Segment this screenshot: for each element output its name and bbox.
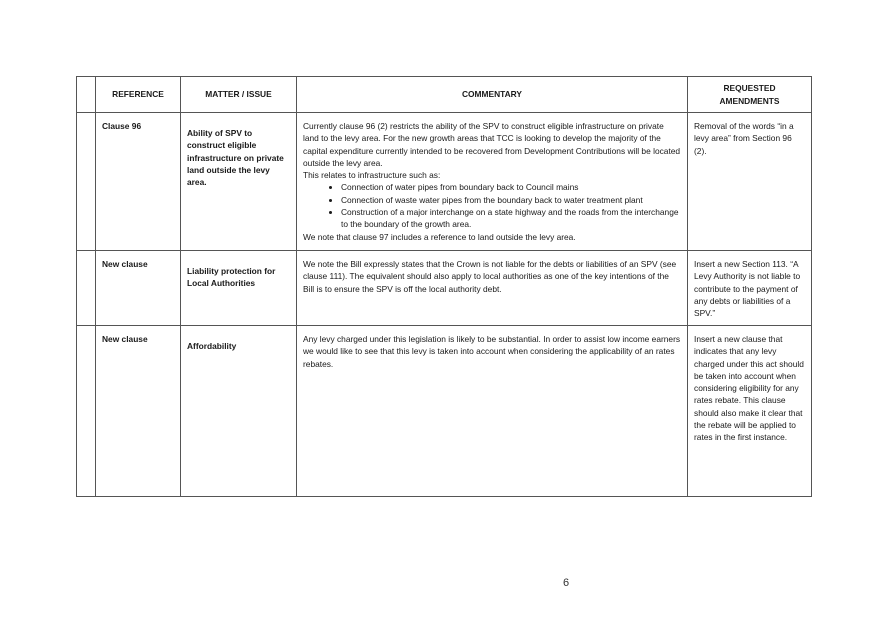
- reference-text: Clause 96: [102, 121, 142, 131]
- commentary-header: COMMENTARY: [297, 77, 688, 113]
- reference-header: REFERENCE: [96, 77, 181, 113]
- commentary-bullet-list: [303, 181, 681, 230]
- matter-text: Affordability: [187, 341, 237, 351]
- index-cell: [77, 326, 96, 497]
- header-row: [77, 77, 812, 113]
- commentary-text: Any levy charged under this legislation is likely to be substantial. In order to assist low income earners we would like to see that this levy is taken into account when considering the applicability of an rates rebates.: [303, 334, 681, 369]
- reference-cell: [96, 326, 181, 497]
- commentary-text: We note the Bill expressly states that the Crown is not liable for the debts or liabilities of an SPV (see clause 111). The equivalent should also apply to local authorities as one of the key intentions of the Bill is to ensure the SPV is off the local authority debt.: [303, 259, 677, 294]
- commentary-outro: We note that clause 97 includes a reference to land outside the levy area.: [303, 231, 576, 242]
- matter-text: Liability protection for Local Authorities: [187, 266, 276, 289]
- submission-table: [76, 76, 812, 497]
- amendment-cell: [688, 251, 812, 326]
- commentary-cell: [297, 251, 688, 326]
- page-number: 6: [563, 577, 570, 589]
- amendment-cell: [688, 326, 812, 497]
- commentary-cell: [297, 326, 688, 497]
- matter-cell: [181, 251, 297, 326]
- table-row: [77, 113, 812, 251]
- amendment-text: Insert a new clause that indicates that any levy charged under this act should be taken into account when considering eligibility for any rates rebate. This clause should also make it clear that the rebate will be applied to rates in the first instance.: [694, 334, 804, 443]
- commentary-body: [298, 114, 686, 243]
- matter-text: Ability of SPV to construct eligible infrastructure on private land outside the levy area.: [187, 128, 284, 188]
- amendments-header: [688, 77, 812, 113]
- commentary-lead: This relates to infrastructure such as:: [303, 170, 441, 181]
- reference-text: New clause: [102, 334, 148, 344]
- list-item: • Construction of a major interchange on a state highway and the roads from the interchange to the boundary of the growth area.: [341, 206, 681, 231]
- reference-cell: [96, 113, 181, 251]
- amendment-text: Insert a new Section 113. “A Levy Authority is not liable to contribute to the payment of any debts or liabilities of a SPV.”: [694, 259, 801, 319]
- table-row: [77, 251, 812, 326]
- matter-cell: [181, 113, 297, 251]
- index-cell: [77, 113, 96, 251]
- reference-cell: [96, 251, 181, 326]
- matter-cell: [181, 326, 297, 497]
- amendments-header-line1: REQUESTED: [723, 83, 776, 94]
- commentary-cell: [297, 113, 688, 251]
- reference-text: New clause: [102, 259, 148, 269]
- index-header: [77, 77, 96, 113]
- amendment-text: Removal of the words “in a levy area” from Section 96 (2).: [694, 121, 794, 156]
- commentary-intro: Currently clause 96 (2) restricts the ability of the SPV to construct eligible infrastructure on private land to the levy area. For the new growth areas that TCC is looking to develop the majority of the capital expenditure currently intended to be recovered from Development Contributions will be located outside the levy area.: [303, 121, 681, 168]
- amendments-header-line2: AMENDMENTS: [719, 95, 780, 106]
- matter-header: MATTER / ISSUE: [181, 77, 297, 113]
- amendment-cell: [688, 113, 812, 251]
- list-item: • Connection of water pipes from boundary back to Council mains: [341, 181, 681, 193]
- list-item: • Connection of waste water pipes from the boundary back to water treatment plant: [341, 194, 681, 206]
- table-row: [77, 326, 812, 497]
- index-cell: [77, 251, 96, 326]
